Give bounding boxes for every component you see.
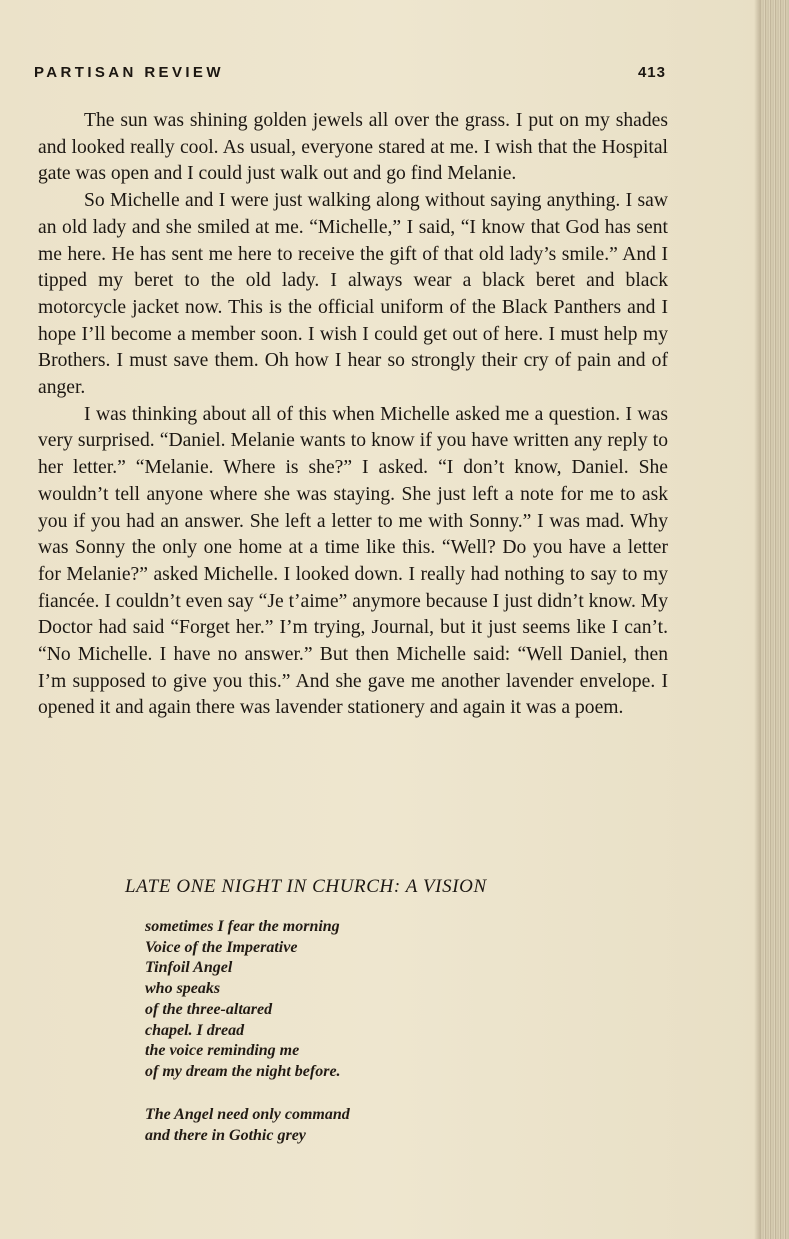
paragraph: So Michelle and I were just walking along without saying anything. I saw an old lady and she smiled at me. “Michelle,” I said, “I know that God has sent me here. He has sent me here to receive the gift of that old lady’s smile.” And I tipped my beret to the old lady. I always wear a black beret and black motorcycle jacket now. This is the official uniform of the Black Panthers and I hope I’ll become a member soon. I wish I could get out of here. I must help my Brothers. I must save them. Oh how I hear so strongly their cry of pain and of anger. bbox=[38, 190, 668, 399]
poem-line: Tinfoil Angel bbox=[145, 959, 233, 977]
paragraph: I was thinking about all of this when Michelle asked me a question. I was very surprised. “Daniel. Melanie wants to know if you have written any reply to her letter.” “Melanie. Where is she?” I asked. “I don’t know, Daniel. She wouldn’t tell anyone where she was staying. She just left a note for me to ask you if you had an answer. She left a letter to me with Sonny.” I was mad. Why was Sonny the only one home at a time like this. “Well? Do you have a letter for Melanie?” asked Michelle. I looked down. I really had nothing to say to my fiancée. I couldn’t even say “Je t’aime” anymore because I just didn’t know. My Doctor had said “Forget her.” I’m trying, Journal, but it just seems like I can’t. “No Michelle. I have no answer.” But then Michelle said: “Well Daniel, then I’m supposed to give you this.” And she gave me another lavender envelope. I opened it and again there was lavender stationery and again it was a poem. bbox=[38, 403, 668, 719]
poem-line: Voice of the Imperative bbox=[145, 938, 298, 956]
poem-line: The Angel need only command bbox=[145, 1106, 350, 1123]
journal-title: PARTISAN REVIEW bbox=[34, 64, 224, 81]
poem-line: of my dream the night before. bbox=[145, 1062, 341, 1080]
running-head bbox=[34, 64, 666, 84]
poem-stanza bbox=[145, 917, 341, 1083]
poem-line: who speaks bbox=[145, 980, 221, 998]
paragraph: The sun was shining golden jewels all over the grass. I put on my shades and looked really cool. As usual, everyone stared at me. I wish that the Hospital gate was open and I could just walk out and go find Melanie. bbox=[38, 110, 668, 185]
body-text bbox=[38, 108, 668, 722]
poem-line: the voice reminding me bbox=[145, 1042, 300, 1060]
poem-line: sometimes I fear the morning bbox=[145, 918, 340, 935]
poem-stanza bbox=[145, 1105, 350, 1146]
poem-line: chapel. I dread bbox=[145, 1021, 245, 1039]
poem-title: LATE ONE NIGHT IN CHURCH: A VISION bbox=[125, 876, 487, 897]
page-edges bbox=[760, 0, 789, 1239]
poem-line: of the three-altared bbox=[145, 1000, 273, 1018]
poem-line: and there in Gothic grey bbox=[145, 1126, 306, 1144]
page-number: 413 bbox=[637, 64, 666, 81]
